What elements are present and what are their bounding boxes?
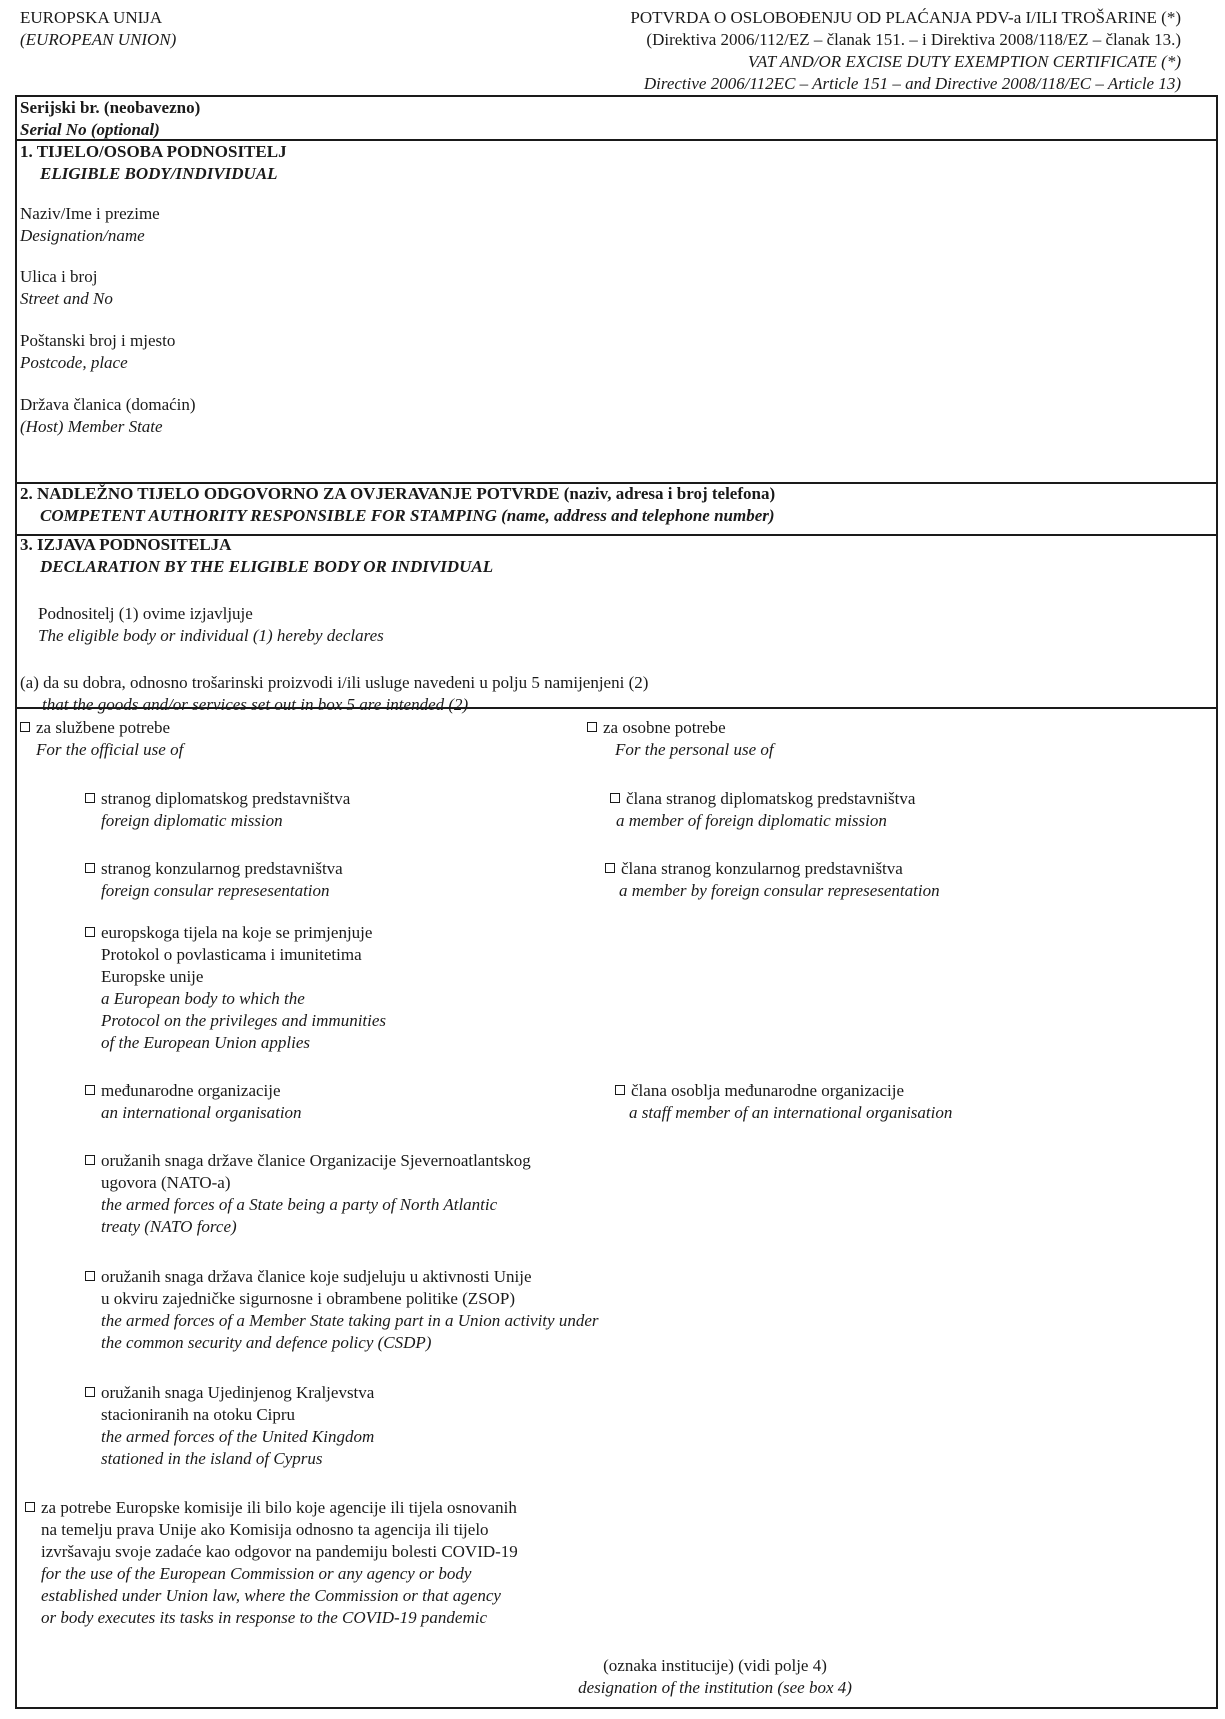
box1-title-en: ELIGIBLE BODY/INDIVIDUAL [40,164,278,183]
declaration-a-en: that the goods and/or services set out in box 5 are intended (2) [42,695,469,714]
personal-en: For the personal use of [615,740,774,759]
uk-hr-1: stacioniranih na otoku Cipru [101,1405,296,1424]
checkbox-icon[interactable] [25,1502,35,1512]
covid-en-1: established under Union law, where the Commission or that agency [41,1586,501,1605]
box3-title-en: DECLARATION BY THE ELIGIBLE BODY OR INDIVIDUAL [40,557,494,576]
field-name-hr: Naziv/Ime i prezime [20,204,160,223]
checkbox-icon[interactable] [587,722,597,732]
institution-hr: (oznaka institucije) (vidi polje 4) [603,1656,827,1675]
serial-en: Serial No (optional) [20,120,160,139]
eu-body-hr-1: Protokol o povlasticama i imunitetima [101,945,362,964]
dipl-en: foreign diplomatic mission [101,811,283,830]
csdp-en-0: the armed forces of a Member State taking part in a Union activity under [101,1311,599,1330]
cons-en: foreign consular represesentation [101,881,330,900]
checkbox-icon[interactable] [85,927,95,937]
field-street-en: Street and No [20,289,113,308]
serial-hr: Serijski br. (neobavezno) [20,98,201,117]
title-en: VAT AND/OR EXCISE DUTY EXEMPTION CERTIFICATE (*) [747,52,1181,71]
option-uk-cyprus[interactable] [85,1382,374,1470]
nato-en-1: treaty (NATO force) [101,1217,237,1236]
box1-title [20,141,287,185]
eu-body-en-0: a European body to which the [101,989,305,1008]
uk-hr-0: oružanih snaga Ujedinjenog Kraljevstva [101,1383,375,1402]
declares-en: The eligible body or individual (1) hereby declares [38,626,384,645]
official-hr: za službene potrebe [36,718,171,737]
cons-member-hr: člana stranog konzularnog predstavništva [621,859,903,878]
eu-body-hr-0: europskoga tijela na koje se primjenjuje [101,923,373,942]
box1-title-hr: 1. TIJELO/OSOBA PODNOSITELJ [20,142,287,161]
field-street[interactable] [20,266,113,310]
personal-hr: za osobne potrebe [603,718,726,737]
field-member-state-en: (Host) Member State [20,417,163,436]
eu-label-hr: EUROPSKA UNIJA [20,8,163,27]
nato-en-0: the armed forces of a State being a party of North Atlantic [101,1195,498,1214]
option-covid[interactable] [25,1497,518,1629]
nato-hr-0: oružanih snaga države članice Organizacije Sjevernoatlantskog [101,1151,531,1170]
field-postcode[interactable] [20,330,175,374]
field-name[interactable] [20,203,160,247]
checkbox-icon[interactable] [85,1085,95,1095]
option-csdp[interactable] [85,1266,598,1354]
csdp-en-1: the common security and defence policy (CSDP) [101,1333,432,1352]
checkbox-icon[interactable] [85,1387,95,1397]
dipl-member-hr: člana stranog diplomatskog predstavništva [626,789,916,808]
covid-hr-0: za potrebe Europske komisije ili bilo koje agencije ili tijela osnovanih [41,1498,517,1517]
title-hr: POTVRDA O OSLOBOĐENJU OD PLAĆANJA PDV-a I/ILI TROŠARINE (*) [630,8,1181,27]
checkbox-icon[interactable] [610,793,620,803]
option-personal-use[interactable] [587,717,774,761]
directive-en: Directive 2006/112EC – Article 151 – and Directive 2008/118/EC – Article 13) [643,74,1181,93]
cons-hr: stranog konzularnog predstavništva [101,859,343,878]
nato-hr-1: ugovora (NATO-a) [101,1173,231,1192]
declares-hr: Podnositelj (1) ovime izjavljuje [38,604,253,623]
eu-label-en: (EUROPEAN UNION) [20,30,177,49]
field-member-state[interactable] [20,394,196,438]
checkbox-icon[interactable] [605,863,615,873]
official-en: For the official use of [36,740,184,759]
checkbox-icon[interactable] [20,722,30,732]
uk-en-1: stationed in the island of Cyprus [101,1449,323,1468]
box2-title-en: COMPETENT AUTHORITY RESPONSIBLE FOR STAMPING (name, address and telephone number) [40,506,775,525]
option-international-org[interactable] [85,1080,302,1124]
csdp-hr-0: oružanih snaga država članice koje sudjeluju u aktivnosti Unije [101,1267,532,1286]
uk-en-0: the armed forces of the United Kingdom [101,1427,375,1446]
field-postcode-hr: Poštanski broj i mjesto [20,331,176,350]
option-diplomatic-member[interactable] [610,788,915,832]
institution-designation[interactable] [0,1655,1225,1699]
field-postcode-en: Postcode, place [20,353,128,372]
option-nato[interactable] [85,1150,531,1238]
declaration-a-hr: (a) da su dobra, odnosno trošarinski proizvodi i/ili usluge navedeni u polju 5 namijenjeni (2) [20,673,649,692]
checkbox-icon[interactable] [615,1085,625,1095]
eu-body-hr-2: Europske unije [101,967,204,986]
intl-hr: međunarodne organizacije [101,1081,281,1100]
eu-body-en-1: Protocol on the privileges and immunities [101,1011,387,1030]
directive-hr: (Direktiva 2006/112/EZ – članak 151. – i Direktiva 2008/118/EZ – članak 13.) [646,30,1181,49]
eu-body-en-2: of the European Union applies [101,1033,311,1052]
csdp-hr-1: u okviru zajedničke sigurnosne i obrambene politike (ZSOP) [101,1289,516,1308]
option-consular-member[interactable] [605,858,940,902]
intl-member-en: a staff member of an international organisation [629,1103,953,1122]
field-member-state-hr: Država članica (domaćin) [20,395,196,414]
option-consular[interactable] [85,858,343,902]
box2-title[interactable] [20,483,775,527]
declaration-intro [38,603,384,647]
dipl-member-en: a member of foreign diplomatic mission [616,811,887,830]
field-name-en: Designation/name [20,226,145,245]
checkbox-icon[interactable] [85,1155,95,1165]
covid-en-2: or body executes its tasks in response to the COVID-19 pandemic [41,1608,488,1627]
eu-label [20,7,176,51]
serial-number[interactable] [20,97,200,141]
box2-title-hr: 2. NADLEŽNO TIJELO ODGOVORNO ZA OVJERAVANJE POTVRDE (naziv, adresa i broj telefona) [20,484,776,503]
institution-en: designation of the institution (see box 4) [578,1678,852,1697]
checkbox-icon[interactable] [85,1271,95,1281]
box3-title [20,534,493,578]
option-international-member[interactable] [615,1080,952,1124]
option-diplomatic-mission[interactable] [85,788,350,832]
covid-en-0: for the use of the European Commission or any agency or body [41,1564,472,1583]
option-european-body[interactable] [85,922,386,1054]
covid-hr-1: na temelju prava Unije ako Komisija odnosno ta agencija ili tijelo [41,1520,489,1539]
intl-en: an international organisation [101,1103,302,1122]
box3-title-hr: 3. IZJAVA PODNOSITELJA [20,535,232,554]
certificate-header [630,7,1181,95]
dipl-hr: stranog diplomatskog predstavništva [101,789,351,808]
checkbox-icon[interactable] [85,793,95,803]
declaration-a [20,672,648,716]
covid-hr-2: izvršavaju svoje zadaće kao odgovor na pandemiju bolesti COVID-19 [41,1542,518,1561]
checkbox-icon[interactable] [85,863,95,873]
field-street-hr: Ulica i broj [20,267,98,286]
cons-member-en: a member by foreign consular represesentation [619,881,940,900]
intl-member-hr: člana osoblja međunarodne organizacije [631,1081,904,1100]
option-official-use[interactable] [20,717,183,761]
